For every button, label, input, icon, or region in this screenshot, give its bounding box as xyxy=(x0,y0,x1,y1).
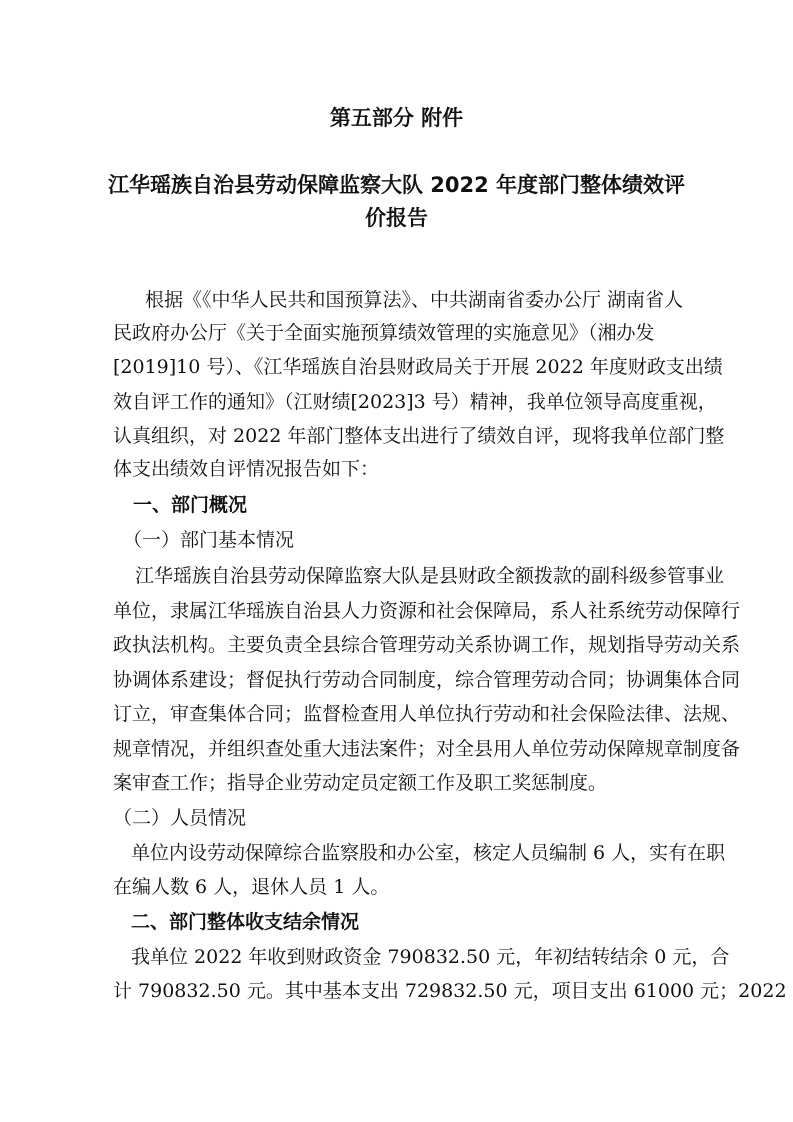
paragraph-line: 订立，审查集体合同；监督检查用人单位执行劳动和社会保险法律、法规、 xyxy=(113,703,741,725)
intro-line: [2019]10 号）、《江华瑶族自治县财政局关于开展 2022 年度财政支出绩 xyxy=(113,356,723,378)
paragraph-line: 规章情况，并组织查处重大违法案件；对全县用人单位劳动保障规章制度备 xyxy=(113,738,741,760)
section-heading-2: 二、部门整体收支结余情况 xyxy=(131,911,360,933)
paragraph-line: 单位，隶属江华瑶族自治县人力资源和社会保障局，系人社系统劳动保障行 xyxy=(113,600,741,622)
section-heading-1: 一、部门概况 xyxy=(133,494,248,516)
subsection-heading-2: （二）人员情况 xyxy=(113,807,247,829)
paragraph-line: 单位内设劳动保障综合监察股和办公室，核定人员编制 6 人，实有在职 xyxy=(131,842,726,864)
report-title-line-2: 价报告 xyxy=(365,206,428,230)
part-title: 第五部分 附件 xyxy=(329,106,464,130)
intro-line: 根据《《中华人民共和国预算法》、中共湖南省委办公厅 湖南省人 xyxy=(145,289,684,311)
report-title-line-1: 江华瑶族自治县劳动保障监察大队 2022 年度部门整体绩效评 xyxy=(107,173,686,197)
paragraph-line: 在编人数 6 人，退休人员 1 人。 xyxy=(113,876,390,898)
paragraph-line: 计 790832.50 元。其中基本支出 729832.50 元，项目支出 61000 元；2022 xyxy=(113,980,787,1002)
paragraph-line: 协调体系建设；督促执行劳动合同制度，综合管理劳动合同；协调集体合同 xyxy=(113,669,741,691)
subsection-heading-1: （一）部门基本情况 xyxy=(123,529,295,551)
paragraph-line: 政执法机构。主要负责全县综合管理劳动关系协调工作，规划指导劳动关系 xyxy=(113,634,741,656)
paragraph-line: 江华瑶族自治县劳动保障监察大队是县财政全额拨款的副科级参管事业 xyxy=(135,565,725,587)
intro-line: 效自评工作的通知》（江财绩[2023]3 号）精神，我单位领导高度重视， xyxy=(113,391,717,413)
paragraph-line: 案审查工作；指导企业劳动定员定额工作及职工奖惩制度。 xyxy=(113,772,608,794)
paragraph-line: 我单位 2022 年收到财政资金 790832.50 元，年初结转结余 0 元，合 xyxy=(131,946,730,968)
intro-line: 民政府办公厅《关于全面实施预算绩效管理的实施意见》（湘办发 xyxy=(113,322,655,344)
intro-line: 体支出绩效自评情况报告如下： xyxy=(113,458,380,480)
intro-line: 认真组织，对 2022 年部门整体支出进行了绩效自评，现将我单位部门整 xyxy=(113,425,725,447)
